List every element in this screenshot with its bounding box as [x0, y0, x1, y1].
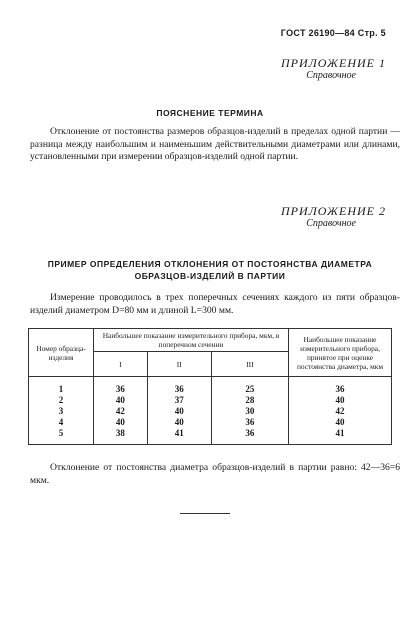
- appendix2-subtitle: Справочное: [306, 218, 356, 229]
- cell-number: 1: [29, 377, 94, 396]
- table-row: [29, 406, 392, 417]
- cell-section-1: 40: [94, 395, 148, 406]
- appendix1-title: ПРИЛОЖЕНИЕ 1: [281, 56, 386, 70]
- table-row: [29, 377, 392, 396]
- cell-number: 5: [29, 428, 94, 445]
- cell-max: 36: [289, 377, 392, 396]
- cell-max: 42: [289, 406, 392, 417]
- appendix2-section-title-line2: ОБРАЗЦОВ-ИЗДЕЛИЙ В ПАРТИИ: [134, 271, 286, 281]
- cell-number: 2: [29, 395, 94, 406]
- header-section-1: I: [94, 352, 148, 377]
- table-row: [29, 417, 392, 428]
- header-section-group: Наибольшее показание измерительного прибора, мкм, в поперечном сечении: [94, 329, 289, 352]
- appendix2-intro-text: Измерение проводилось в трех поперечных сечениях каждого из пяти образцов-изделий диаметром D=80 мм и длиной L=300 мм.: [30, 292, 400, 316]
- cell-number: 4: [29, 417, 94, 428]
- cell-max: 40: [289, 395, 392, 406]
- header-section-2: II: [147, 352, 211, 377]
- cell-section-3: 36: [211, 417, 288, 428]
- cell-section-3: 36: [211, 428, 288, 445]
- cell-section-3: 30: [211, 406, 288, 417]
- cell-section-2: 41: [147, 428, 211, 445]
- table-row: [29, 395, 392, 406]
- appendix2-conclusion-text: Отклонение от постоянства диаметра образцов-изделий в партии равно: 42—36=6 мкм.: [30, 462, 400, 486]
- appendix2-intro: [30, 292, 400, 317]
- cell-section-2: 37: [147, 395, 211, 406]
- end-rule: [180, 513, 230, 514]
- cell-max: 40: [289, 417, 392, 428]
- page-header: ГОСТ 26190—84 Стр. 5: [280, 28, 386, 38]
- cell-section-2: 40: [147, 406, 211, 417]
- cell-section-1: 36: [94, 377, 148, 396]
- cell-max: 41: [289, 428, 392, 445]
- cell-section-2: 40: [147, 417, 211, 428]
- cell-section-1: 40: [94, 417, 148, 428]
- cell-section-3: 28: [211, 395, 288, 406]
- cell-section-2: 36: [147, 377, 211, 396]
- measurement-table: [28, 328, 392, 445]
- cell-section-3: 25: [211, 377, 288, 396]
- appendix1-subtitle: Справочное: [306, 70, 356, 81]
- appendix2-conclusion: [30, 462, 400, 487]
- header-max-reading: Наибольшее показание измерительного прибора, принятое при оценке постоянства диаметра, мкм: [289, 329, 392, 377]
- appendix1-paragraph: [30, 126, 400, 164]
- appendix1-section-title: ПОЯСНЕНИЕ ТЕРМИНА: [156, 108, 264, 118]
- cell-number: 3: [29, 406, 94, 417]
- cell-section-1: 42: [94, 406, 148, 417]
- header-section-3: III: [211, 352, 288, 377]
- appendix1-paragraph-text: Отклонение от постоянства размеров образцов-изделий в пределах одной партии — разница между наибольшим и наименьшим действительными диаметрами или длинами, установленными при измерении образцов-изделий одной партии.: [30, 126, 400, 163]
- table-row: [29, 428, 392, 445]
- cell-section-1: 38: [94, 428, 148, 445]
- appendix2-title: ПРИЛОЖЕНИЕ 2: [281, 204, 386, 218]
- appendix2-section-title-line1: ПРИМЕР ОПРЕДЕЛЕНИЯ ОТКЛОНЕНИЯ ОТ ПОСТОЯНСТВА ДИАМЕТРА: [47, 259, 373, 269]
- header-sample-number: Номер образца-изделия: [29, 329, 94, 377]
